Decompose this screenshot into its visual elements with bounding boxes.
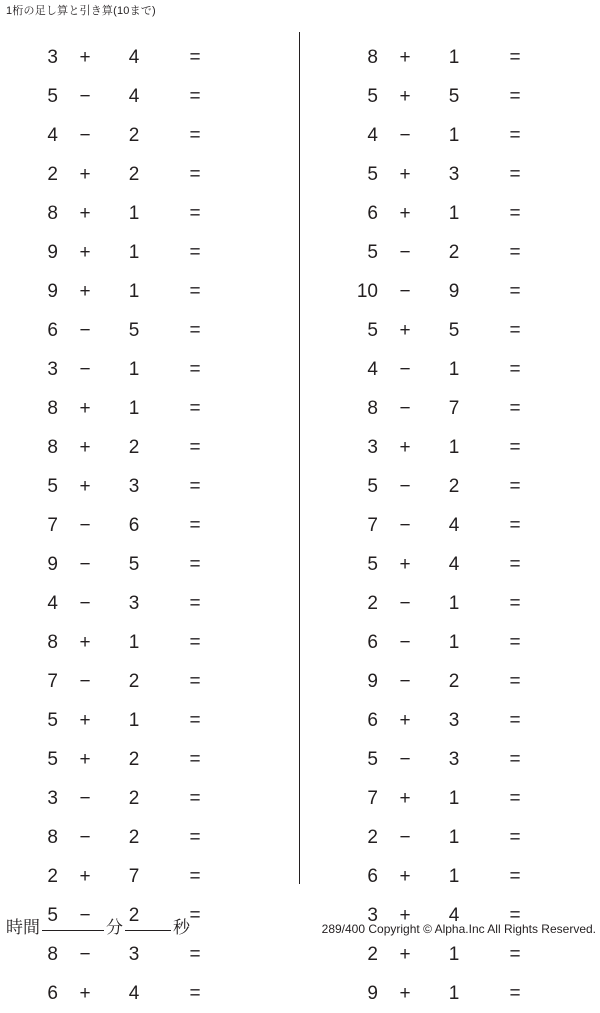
equals-sign: =: [509, 436, 521, 458]
problem-row: [300, 818, 600, 857]
operand-first: 3: [367, 904, 378, 926]
operand-first: 5: [367, 748, 378, 770]
problem-row: [0, 467, 300, 506]
operand-second: 2: [128, 904, 140, 926]
equals-sign: =: [189, 592, 201, 614]
operator-symbol: −: [399, 514, 411, 536]
equals-sign: =: [509, 826, 521, 848]
problem-row: [300, 779, 600, 818]
operator-symbol: −: [79, 592, 91, 614]
operand-first: 6: [367, 709, 378, 731]
operator-symbol: +: [79, 46, 91, 68]
operand-first: 6: [367, 202, 378, 224]
operator-symbol: +: [399, 85, 411, 107]
operand-second: 2: [448, 241, 460, 263]
operator-symbol: +: [79, 748, 91, 770]
operator-symbol: +: [79, 475, 91, 497]
operand-second: 2: [128, 670, 140, 692]
operand-second: 5: [128, 553, 140, 575]
equals-sign: =: [189, 514, 201, 536]
operator-symbol: −: [79, 319, 91, 341]
operand-second: 1: [128, 709, 140, 731]
equals-sign: =: [509, 241, 521, 263]
operand-second: 5: [128, 319, 140, 341]
problem-row: [300, 155, 600, 194]
operand-second: 2: [128, 787, 140, 809]
problem-row: [300, 272, 600, 311]
problem-row: [300, 701, 600, 740]
operator-symbol: −: [399, 397, 411, 419]
operand-first: 2: [47, 865, 58, 887]
equals-sign: =: [189, 826, 201, 848]
operand-second: 1: [448, 46, 460, 68]
equals-sign: =: [189, 358, 201, 380]
problem-row: [300, 623, 600, 662]
operator-symbol: +: [399, 904, 411, 926]
operand-first: 2: [367, 943, 378, 965]
operand-first: 7: [367, 514, 378, 536]
operand-first: 8: [47, 826, 58, 848]
problem-row: [0, 818, 300, 857]
operand-second: 7: [128, 865, 140, 887]
operator-symbol: +: [79, 202, 91, 224]
equals-sign: =: [189, 436, 201, 458]
problem-row: [0, 779, 300, 818]
problem-row: [300, 545, 600, 584]
operand-second: 1: [448, 982, 460, 1004]
equals-sign: =: [509, 358, 521, 380]
equals-sign: =: [509, 85, 521, 107]
problem-row: [0, 857, 300, 896]
time-seconds-unit: 秒: [173, 918, 190, 937]
equals-sign: =: [509, 553, 521, 575]
problem-row: [0, 350, 300, 389]
operand-second: 1: [448, 202, 460, 224]
operand-first: 5: [367, 319, 378, 341]
problem-row: [300, 38, 600, 77]
operand-first: 7: [47, 670, 58, 692]
time-minutes-blank[interactable]: [42, 930, 104, 931]
operand-second: 9: [448, 280, 460, 302]
operator-symbol: −: [399, 124, 411, 146]
operand-second: 1: [448, 787, 460, 809]
operand-first: 5: [367, 163, 378, 185]
operand-first: 5: [367, 85, 378, 107]
operand-first: 9: [367, 670, 378, 692]
operand-second: 1: [448, 826, 460, 848]
operand-second: 1: [448, 631, 460, 653]
operand-second: 2: [128, 826, 140, 848]
time-label-text: 時間: [6, 918, 40, 937]
operator-symbol: +: [79, 631, 91, 653]
operand-second: 1: [448, 436, 460, 458]
operand-first: 9: [367, 982, 378, 1004]
equals-sign: =: [189, 85, 201, 107]
time-minutes-unit: 分: [106, 918, 123, 937]
equals-sign: =: [189, 124, 201, 146]
operator-symbol: +: [399, 982, 411, 1004]
operand-first: 6: [367, 865, 378, 887]
problem-row: [300, 389, 600, 428]
operator-symbol: −: [399, 592, 411, 614]
equals-sign: =: [189, 163, 201, 185]
operand-first: 8: [367, 46, 378, 68]
problem-row: [0, 428, 300, 467]
equals-sign: =: [189, 670, 201, 692]
operand-second: 3: [128, 592, 140, 614]
equals-sign: =: [509, 592, 521, 614]
equals-sign: =: [189, 202, 201, 224]
operand-first: 3: [47, 358, 58, 380]
page-title: 1桁の足し算と引き算(10まで): [6, 5, 156, 17]
equals-sign: =: [509, 631, 521, 653]
equals-sign: =: [509, 787, 521, 809]
operand-first: 6: [47, 319, 58, 341]
operand-first: 4: [47, 124, 58, 146]
operator-symbol: +: [399, 436, 411, 458]
operand-first: 2: [367, 592, 378, 614]
operand-second: 1: [448, 943, 460, 965]
operand-second: 1: [128, 241, 140, 263]
operand-first: 5: [367, 553, 378, 575]
operand-first: 10: [356, 280, 378, 302]
operand-first: 5: [47, 475, 58, 497]
time-seconds-blank[interactable]: [125, 930, 171, 931]
copyright-text: Copyright © Alpha.Inc All Rights Reserved.: [368, 922, 596, 936]
equals-sign: =: [509, 46, 521, 68]
operand-first: 5: [367, 475, 378, 497]
equals-sign: =: [189, 943, 201, 965]
equals-sign: =: [509, 319, 521, 341]
problem-columns: [0, 38, 600, 1013]
operand-first: 5: [367, 241, 378, 263]
equals-sign: =: [189, 631, 201, 653]
operand-second: 3: [128, 943, 140, 965]
operand-second: 2: [128, 124, 140, 146]
operand-second: 1: [128, 397, 140, 419]
problem-row: [0, 623, 300, 662]
problem-row: [0, 77, 300, 116]
problem-row: [300, 233, 600, 272]
operand-first: 9: [47, 280, 58, 302]
operand-first: 8: [47, 436, 58, 458]
problem-row: [0, 155, 300, 194]
operand-first: 8: [367, 397, 378, 419]
problem-row: [0, 311, 300, 350]
problem-row: [300, 857, 600, 896]
time-entry-field[interactable]: [6, 913, 190, 938]
operand-first: 6: [47, 982, 58, 1004]
operator-symbol: −: [79, 826, 91, 848]
page-footer: [0, 916, 600, 946]
operand-first: 7: [47, 514, 58, 536]
operand-second: 1: [448, 358, 460, 380]
operand-second: 4: [448, 514, 460, 536]
problem-row: [300, 311, 600, 350]
operator-symbol: −: [399, 631, 411, 653]
operand-first: 4: [367, 124, 378, 146]
problem-row: [0, 389, 300, 428]
problem-row: [300, 662, 600, 701]
problem-row: [300, 506, 600, 545]
operator-symbol: −: [79, 670, 91, 692]
operand-first: 7: [367, 787, 378, 809]
operator-symbol: −: [79, 358, 91, 380]
operator-symbol: −: [79, 85, 91, 107]
equals-sign: =: [189, 280, 201, 302]
operand-first: 3: [47, 46, 58, 68]
operand-second: 4: [448, 553, 460, 575]
operand-second: 1: [448, 592, 460, 614]
problem-row: [0, 740, 300, 779]
operator-symbol: −: [79, 514, 91, 536]
operand-second: 3: [448, 163, 460, 185]
problem-row: [300, 77, 600, 116]
operand-second: 1: [448, 865, 460, 887]
problem-row: [0, 584, 300, 623]
operand-first: 4: [367, 358, 378, 380]
problem-row: [0, 116, 300, 155]
page-number: 289/400: [321, 922, 366, 936]
operand-first: 2: [367, 826, 378, 848]
problem-row: [0, 233, 300, 272]
operand-first: 5: [47, 85, 58, 107]
operator-symbol: +: [79, 241, 91, 263]
problem-row: [0, 701, 300, 740]
operator-symbol: +: [79, 280, 91, 302]
problem-row: [0, 272, 300, 311]
operator-symbol: −: [399, 475, 411, 497]
equals-sign: =: [509, 865, 521, 887]
problem-column-left: [0, 38, 300, 1013]
problem-row: [0, 506, 300, 545]
equals-sign: =: [509, 748, 521, 770]
operator-symbol: +: [79, 163, 91, 185]
problem-row: [300, 974, 600, 1013]
operand-second: 2: [128, 436, 140, 458]
problem-row: [300, 428, 600, 467]
operand-first: 8: [47, 397, 58, 419]
problem-row: [300, 116, 600, 155]
operand-second: 4: [128, 85, 140, 107]
operand-second: 4: [128, 46, 140, 68]
equals-sign: =: [509, 904, 521, 926]
problem-row: [0, 545, 300, 584]
operand-first: 4: [47, 592, 58, 614]
equals-sign: =: [509, 943, 521, 965]
operand-second: 4: [448, 904, 460, 926]
problem-row: [300, 350, 600, 389]
operator-symbol: −: [79, 553, 91, 575]
operand-second: 6: [128, 514, 140, 536]
operand-second: 1: [448, 124, 460, 146]
problem-row: [300, 584, 600, 623]
equals-sign: =: [189, 553, 201, 575]
equals-sign: =: [509, 514, 521, 536]
equals-sign: =: [509, 670, 521, 692]
operand-second: 2: [448, 670, 460, 692]
problem-row: [300, 194, 600, 233]
operator-symbol: −: [79, 124, 91, 146]
operand-second: 1: [128, 631, 140, 653]
operator-symbol: +: [79, 436, 91, 458]
equals-sign: =: [509, 982, 521, 1004]
operator-symbol: −: [79, 787, 91, 809]
operator-symbol: +: [399, 943, 411, 965]
operator-symbol: −: [399, 670, 411, 692]
operand-first: 9: [47, 241, 58, 263]
equals-sign: =: [509, 475, 521, 497]
operator-symbol: +: [399, 202, 411, 224]
operator-symbol: +: [399, 709, 411, 731]
operator-symbol: −: [79, 943, 91, 965]
operator-symbol: +: [399, 787, 411, 809]
operand-second: 2: [128, 748, 140, 770]
equals-sign: =: [189, 241, 201, 263]
copyright-notice: [322, 922, 596, 936]
operand-first: 3: [47, 787, 58, 809]
operator-symbol: +: [399, 319, 411, 341]
equals-sign: =: [509, 397, 521, 419]
operand-first: 5: [47, 904, 58, 926]
equals-sign: =: [509, 280, 521, 302]
equals-sign: =: [189, 319, 201, 341]
equals-sign: =: [189, 748, 201, 770]
operand-second: 1: [128, 280, 140, 302]
problem-column-right: [300, 38, 600, 1013]
operator-symbol: +: [399, 553, 411, 575]
operand-second: 3: [128, 475, 140, 497]
operator-symbol: +: [399, 865, 411, 887]
operand-first: 3: [367, 436, 378, 458]
operator-symbol: +: [79, 709, 91, 731]
operand-first: 9: [47, 553, 58, 575]
equals-sign: =: [189, 475, 201, 497]
operand-first: 8: [47, 202, 58, 224]
problem-row: [0, 194, 300, 233]
problem-row: [300, 467, 600, 506]
operand-first: 5: [47, 748, 58, 770]
equals-sign: =: [509, 124, 521, 146]
operator-symbol: −: [399, 748, 411, 770]
operator-symbol: −: [399, 241, 411, 263]
operand-second: 1: [128, 202, 140, 224]
operand-second: 3: [448, 709, 460, 731]
operand-second: 1: [128, 358, 140, 380]
operator-symbol: −: [399, 280, 411, 302]
equals-sign: =: [189, 709, 201, 731]
operand-first: 8: [47, 943, 58, 965]
problem-row: [0, 974, 300, 1013]
operand-first: 8: [47, 631, 58, 653]
problem-row: [0, 662, 300, 701]
operator-symbol: +: [399, 163, 411, 185]
equals-sign: =: [509, 202, 521, 224]
operator-symbol: +: [399, 46, 411, 68]
equals-sign: =: [189, 787, 201, 809]
operator-symbol: +: [79, 982, 91, 1004]
equals-sign: =: [189, 982, 201, 1004]
operand-second: 4: [128, 982, 140, 1004]
operator-symbol: −: [79, 904, 91, 926]
equals-sign: =: [189, 865, 201, 887]
equals-sign: =: [189, 904, 201, 926]
operand-second: 2: [128, 163, 140, 185]
operand-second: 7: [448, 397, 460, 419]
operand-first: 5: [47, 709, 58, 731]
problem-row: [300, 740, 600, 779]
operand-first: 6: [367, 631, 378, 653]
equals-sign: =: [189, 46, 201, 68]
operator-symbol: +: [79, 397, 91, 419]
equals-sign: =: [509, 163, 521, 185]
operator-symbol: −: [399, 826, 411, 848]
operator-symbol: −: [399, 358, 411, 380]
operand-first: 2: [47, 163, 58, 185]
operator-symbol: +: [79, 865, 91, 887]
operand-second: 2: [448, 475, 460, 497]
operand-second: 5: [448, 319, 460, 341]
operand-second: 5: [448, 85, 460, 107]
equals-sign: =: [189, 397, 201, 419]
problem-row: [0, 38, 300, 77]
operand-second: 3: [448, 748, 460, 770]
equals-sign: =: [509, 709, 521, 731]
